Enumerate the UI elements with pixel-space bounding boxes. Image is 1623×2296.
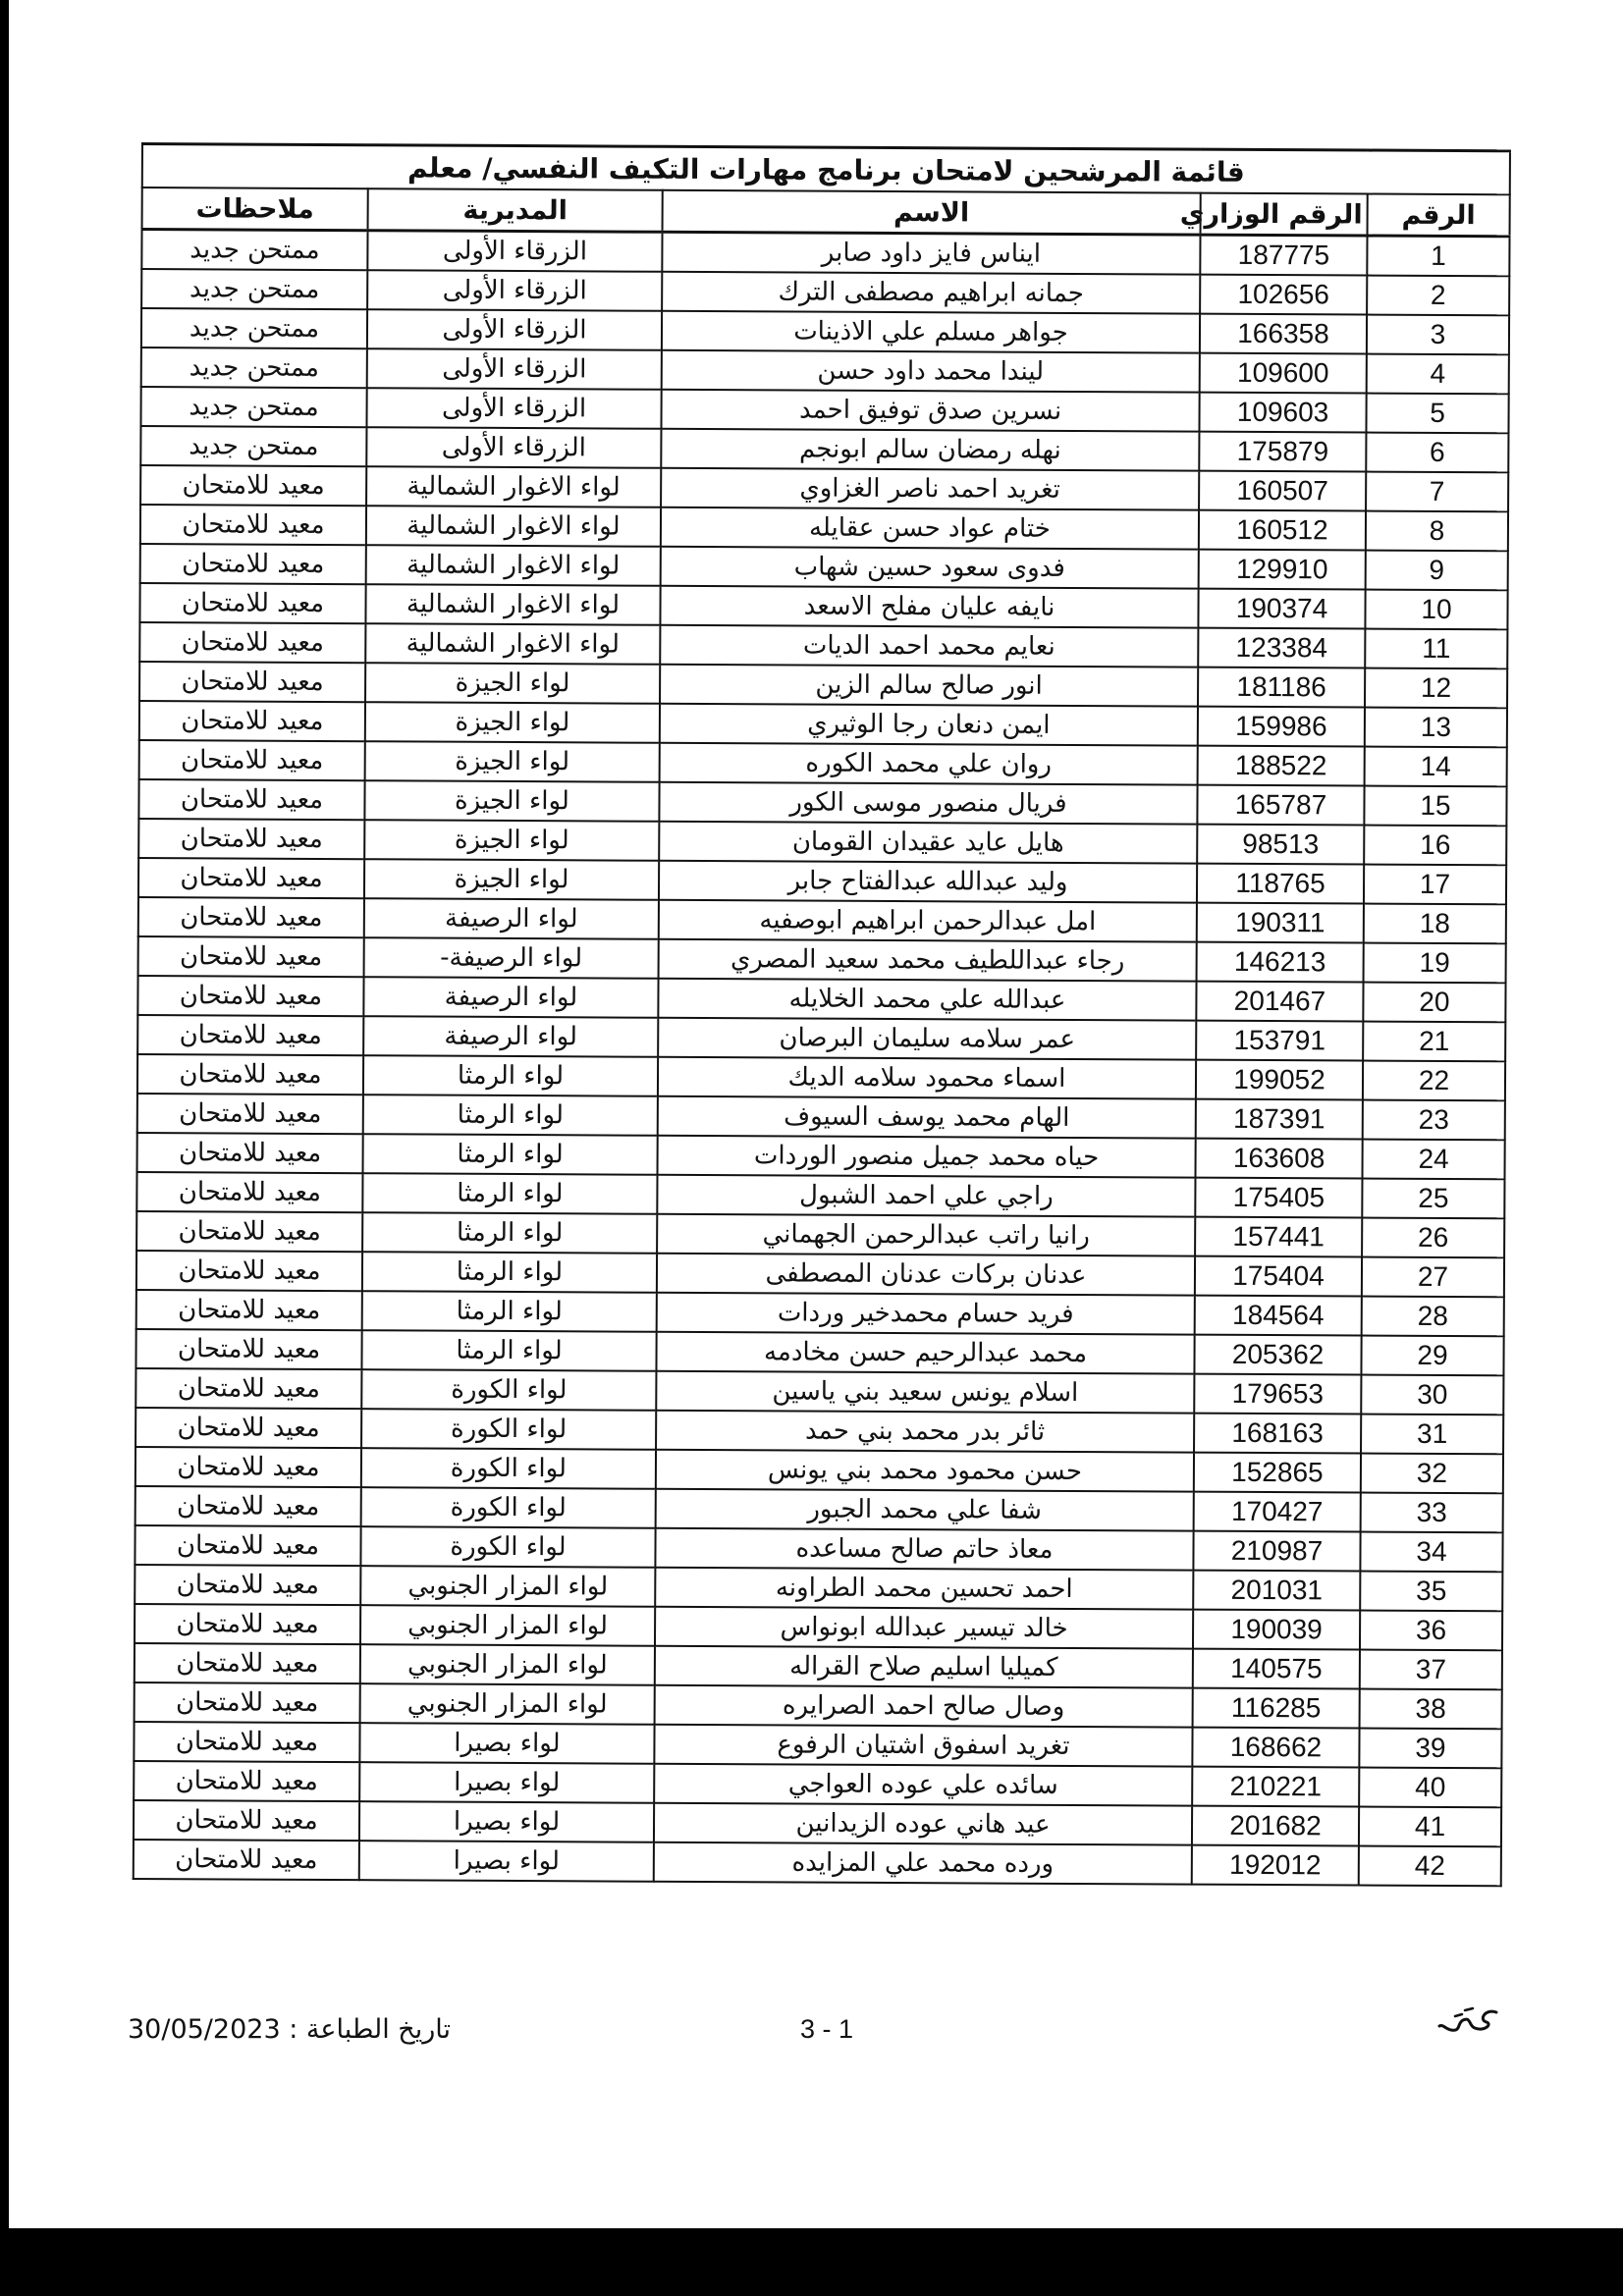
cell-name: تغريد اسفوق اشتيان الرفوع (654, 1725, 1192, 1767)
candidates-sheet (133, 142, 1509, 1887)
cell-index: 24 (1362, 1140, 1504, 1180)
cell-index: 34 (1360, 1532, 1502, 1573)
cell-index: 9 (1366, 551, 1508, 591)
cell-index: 8 (1366, 511, 1508, 552)
cell-name: محمد عبدالرحيم حسن مخادمه (656, 1332, 1194, 1374)
cell-index: 42 (1359, 1846, 1501, 1887)
cell-name: اسلام يونس سعيد بني ياسين (656, 1371, 1194, 1414)
cell-directorate: لواء الرمثا (362, 1252, 657, 1293)
cell-ministry-no: 187391 (1196, 1099, 1363, 1140)
cell-ministry-no: 168163 (1194, 1414, 1361, 1454)
cell-name: تغريد احمد ناصر الغزاوي (661, 468, 1199, 510)
cell-notes: معيد للامتحان (134, 1722, 359, 1762)
cell-notes: معيد للامتحان (137, 1054, 363, 1095)
cell-notes: معيد للامتحان (137, 976, 363, 1016)
cell-notes: معيد للامتحان (134, 1840, 359, 1880)
cell-notes: معيد للامتحان (138, 936, 364, 977)
cell-ministry-no: 102656 (1200, 275, 1367, 315)
cell-notes: معيد للامتحان (138, 819, 364, 859)
cell-ministry-no: 201467 (1196, 982, 1363, 1022)
cell-name: نسرين صدق توفيق احمد (661, 390, 1199, 432)
cell-notes: ممتحن جديد (140, 426, 366, 466)
cell-index: 4 (1367, 354, 1509, 395)
cell-ministry-no: 170427 (1194, 1492, 1361, 1532)
cell-directorate: لواء المزار الجنوبي (360, 1644, 655, 1685)
cell-notes: معيد للامتحان (135, 1368, 361, 1409)
scan-left-border (0, 0, 9, 2228)
cell-index: 10 (1365, 590, 1507, 630)
cell-name: نعايم محمد احمد الديات (660, 625, 1198, 667)
cell-notes: ممتحن جديد (141, 308, 367, 348)
cell-notes: معيد للامتحان (135, 1604, 360, 1644)
cell-name: سائده علي عوده العواجي (654, 1764, 1192, 1806)
cell-index: 26 (1362, 1218, 1504, 1258)
cell-directorate: الزرقاء الأولى (366, 388, 661, 429)
cell-notes: معيد للامتحان (139, 740, 365, 780)
cell-index: 32 (1361, 1454, 1503, 1494)
cell-directorate: لواء المزار الجنوبي (360, 1605, 655, 1646)
cell-ministry-no: 190311 (1197, 903, 1364, 943)
cell-notes: معيد للامتحان (134, 1761, 359, 1801)
cell-ministry-no: 98513 (1197, 825, 1364, 865)
cell-directorate: لواء الرصيفة- (364, 937, 659, 979)
cell-ministry-no: 153791 (1196, 1021, 1363, 1061)
cell-name: ورده محمد علي المزايده (654, 1842, 1192, 1885)
cell-notes: معيد للامتحان (139, 583, 365, 623)
cell-name: ختام عواد حسن عقايله (661, 507, 1199, 550)
cell-index: 11 (1365, 629, 1507, 669)
cell-name: نايفه عليان مفلح الاسعد (660, 586, 1198, 628)
header-notes: ملاحظات (142, 187, 368, 231)
cell-ministry-no: 179653 (1194, 1374, 1361, 1415)
cell-notes: معيد للامتحان (135, 1447, 361, 1487)
cell-directorate: لواء الاغوار الشمالية (366, 466, 661, 507)
cell-name: ليندا محمد داود حسن (662, 350, 1200, 393)
cell-directorate: لواء الرمثا (362, 1291, 657, 1332)
cell-ministry-no: 175405 (1195, 1178, 1362, 1218)
cell-index: 28 (1362, 1297, 1504, 1337)
cell-notes: معيد للامتحان (137, 1133, 363, 1173)
cell-name: امل عبدالرحمن ابراهيم ابوصفيه (659, 900, 1197, 942)
cell-directorate: الزرقاء الأولى (367, 348, 662, 390)
cell-notes: معيد للامتحان (135, 1486, 361, 1526)
cell-index: 3 (1367, 315, 1509, 355)
cell-notes: معيد للامتحان (140, 465, 366, 506)
cell-name: انور صالح سالم الزين (660, 665, 1198, 707)
cell-directorate: الزرقاء الأولى (367, 270, 662, 311)
cell-directorate: لواء بصيرا (359, 1723, 654, 1764)
cell-directorate: لواء الكورة (360, 1526, 655, 1568)
header-ministry-no: الرقم الوزاري (1201, 193, 1368, 236)
cell-name: ايمن دنعان رجا الوثيري (660, 704, 1198, 746)
cell-name: اسماء محمود سلامه الديك (658, 1057, 1196, 1099)
cell-notes: معيد للامتحان (135, 1682, 360, 1723)
cell-name: خالد تيسير عبدالله ابونواس (655, 1607, 1193, 1649)
cell-name: احمد تحسين محمد الطراونه (655, 1568, 1193, 1610)
cell-index: 18 (1364, 904, 1506, 944)
cell-directorate: لواء الرصيفة (364, 898, 659, 939)
cell-ministry-no: 187775 (1200, 235, 1367, 275)
cell-notes: معيد للامتحان (140, 544, 366, 584)
cell-directorate: لواء الجيزة (364, 859, 659, 900)
cell-name: كميليا اسليم صلاح القراله (655, 1646, 1193, 1688)
cell-index: 35 (1360, 1572, 1502, 1612)
cell-notes: معيد للامتحان (135, 1329, 361, 1369)
cell-name: حسن محمود محمد بني يونس (656, 1450, 1194, 1492)
cell-name: نهله رمضان سالم ابونجم (661, 429, 1199, 471)
cell-index: 5 (1366, 394, 1508, 434)
cell-notes: معيد للامتحان (138, 779, 364, 820)
cell-notes: معيد للامتحان (137, 1015, 363, 1055)
cell-notes: ممتحن جديد (141, 230, 367, 271)
table-row (134, 1840, 1501, 1886)
cell-directorate: الزرقاء الأولى (366, 427, 661, 468)
cell-notes: ممتحن جديد (141, 347, 367, 388)
cell-ministry-no: 188522 (1198, 746, 1365, 786)
table-body (134, 230, 1510, 1887)
cell-ministry-no: 175879 (1199, 432, 1366, 472)
cell-directorate: لواء الرمثا (362, 1173, 657, 1214)
cell-ministry-no: 109600 (1200, 353, 1367, 394)
title-row (142, 144, 1510, 195)
cell-directorate: لواء الرمثا (363, 1055, 658, 1096)
cell-notes: معيد للامتحان (136, 1172, 362, 1212)
cell-ministry-no: 190374 (1198, 589, 1365, 629)
cell-directorate: لواء المزار الجنوبي (360, 1566, 655, 1607)
cell-notes: معيد للامتحان (135, 1565, 360, 1605)
cell-ministry-no: 163608 (1195, 1139, 1362, 1179)
cell-index: 1 (1367, 236, 1509, 276)
table-title: قائمة المرشحين لامتحان برنامج مهارات التكيف النفسي/ معلم (142, 144, 1510, 195)
cell-notes: ممتحن جديد (140, 387, 366, 427)
cell-name: رجاء عبداللطيف محمد سعيد المصري (659, 939, 1197, 982)
cell-directorate: لواء الجيزة (365, 663, 660, 704)
cell-name: هايل عايد عقيدان القومان (659, 822, 1197, 864)
cell-notes: معيد للامتحان (140, 505, 366, 545)
cell-ministry-no: 129910 (1199, 550, 1366, 590)
cell-directorate: لواء الرمثا (363, 1134, 658, 1175)
cell-name: فريد حسام محمدخير وردات (657, 1293, 1195, 1335)
cell-index: 16 (1364, 826, 1506, 866)
cell-index: 22 (1363, 1061, 1505, 1101)
cell-ministry-no: 201031 (1193, 1571, 1360, 1611)
cell-ministry-no: 157441 (1195, 1217, 1362, 1257)
cell-index: 38 (1360, 1689, 1502, 1730)
cell-name: روان علي محمد الكوره (660, 743, 1198, 785)
cell-name: جواهر مسلم علي الاذينات (662, 311, 1200, 353)
cell-name: شفا علي محمد الجبور (656, 1489, 1194, 1531)
cell-notes: معيد للامتحان (137, 1094, 363, 1134)
cell-directorate: لواء الرمثا (361, 1330, 656, 1371)
cell-directorate: لواء المزار الجنوبي (360, 1683, 655, 1725)
cell-directorate: لواء الرمثا (362, 1212, 657, 1254)
cell-ministry-no: 205362 (1194, 1335, 1361, 1375)
cell-name: فريال منصور موسى الكور (659, 782, 1197, 825)
cell-ministry-no: 160512 (1199, 510, 1366, 551)
cell-index: 12 (1365, 668, 1507, 709)
cell-directorate: لواء الجيزة (364, 780, 659, 822)
cell-ministry-no: 152865 (1194, 1453, 1361, 1493)
cell-notes: معيد للامتحان (139, 622, 365, 663)
cell-name: وصال صالح احمد الصرايره (655, 1685, 1193, 1728)
cell-name: ثائر بدر محمد بني حمد (656, 1411, 1194, 1453)
cell-index: 14 (1365, 747, 1507, 787)
page-number: 3 - 1 (800, 2014, 854, 2044)
cell-name: ايناس فايز داود صابر (662, 232, 1200, 274)
cell-name: رانيا راتب عبدالرحمن الجهماني (657, 1214, 1195, 1256)
cell-ministry-no: 140575 (1193, 1649, 1360, 1689)
cell-directorate: لواء الاغوار الشمالية (365, 584, 660, 625)
cell-name: راجي علي احمد الشبول (657, 1175, 1195, 1217)
cell-directorate: لواء بصيرا (359, 1801, 654, 1842)
cell-notes: معيد للامتحان (138, 897, 364, 937)
cell-index: 21 (1363, 1022, 1505, 1062)
cell-ministry-no: 118765 (1197, 864, 1364, 904)
cell-ministry-no: 109603 (1199, 393, 1366, 433)
cell-ministry-no: 166358 (1200, 314, 1367, 354)
cell-notes: معيد للامتحان (135, 1643, 360, 1683)
cell-index: 2 (1367, 276, 1509, 316)
cell-notes: معيد للامتحان (139, 701, 365, 741)
cell-ministry-no: 184564 (1195, 1296, 1362, 1336)
cell-ministry-no: 192012 (1192, 1845, 1359, 1886)
cell-directorate: لواء بصيرا (359, 1762, 654, 1803)
print-date: تاريخ الطباعة : 30/05/2023 (128, 2014, 452, 2045)
cell-directorate: لواء الرصيفة (363, 977, 658, 1018)
cell-notes: معيد للامتحان (135, 1408, 361, 1448)
cell-index: 29 (1361, 1336, 1503, 1376)
header-row (142, 187, 1510, 237)
cell-index: 40 (1359, 1768, 1501, 1808)
cell-index: 13 (1365, 708, 1507, 748)
cell-ministry-no: 123384 (1198, 628, 1365, 668)
cell-name: جمانه ابراهيم مصطفى الترك (662, 272, 1200, 314)
signature-icon (1435, 2002, 1504, 2042)
cell-directorate: لواء الكورة (361, 1487, 656, 1528)
cell-directorate: الزرقاء الأولى (367, 231, 662, 272)
cell-ministry-no: 190039 (1193, 1610, 1360, 1650)
cell-index: 20 (1363, 983, 1505, 1023)
cell-index: 37 (1360, 1650, 1502, 1690)
cell-notes: معيد للامتحان (138, 858, 364, 898)
candidates-table (133, 142, 1511, 1887)
cell-ministry-no: 210221 (1192, 1767, 1359, 1807)
cell-index: 6 (1366, 433, 1508, 473)
cell-index: 31 (1361, 1415, 1503, 1455)
cell-index: 17 (1364, 865, 1506, 905)
cell-index: 27 (1362, 1257, 1504, 1298)
cell-directorate: لواء الجيزة (364, 820, 659, 861)
cell-name: وليد عبدالله عبدالفتاح جابر (659, 861, 1197, 903)
cell-ministry-no: 159986 (1198, 707, 1365, 747)
cell-directorate: لواء الرمثا (363, 1095, 658, 1136)
cell-index: 33 (1361, 1493, 1503, 1533)
cell-notes: معيد للامتحان (139, 662, 365, 702)
cell-name: عيد هاني عوده الزيدانين (654, 1803, 1192, 1845)
cell-directorate: لواء الجيزة (365, 702, 660, 743)
cell-directorate: لواء الاغوار الشمالية (365, 623, 660, 665)
cell-ministry-no: 168662 (1192, 1728, 1359, 1768)
header-index: الرقم (1368, 194, 1510, 237)
cell-ministry-no: 199052 (1196, 1060, 1363, 1100)
cell-index: 25 (1362, 1179, 1504, 1219)
cell-index: 39 (1359, 1729, 1501, 1769)
cell-name: حياه محمد جميل منصور الوردات (658, 1136, 1196, 1178)
cell-directorate: لواء الرصيفة (363, 1016, 658, 1057)
cell-index: 23 (1363, 1100, 1505, 1141)
cell-notes: معيد للامتحان (135, 1525, 360, 1566)
cell-ministry-no: 146213 (1197, 942, 1364, 983)
cell-notes: ممتحن جديد (141, 269, 367, 309)
cell-index: 19 (1364, 943, 1506, 984)
cell-directorate: لواء الكورة (361, 1369, 656, 1411)
cell-directorate: لواء بصيرا (359, 1841, 654, 1882)
cell-directorate: لواء الاغوار الشمالية (366, 506, 661, 547)
cell-notes: معيد للامتحان (134, 1800, 359, 1841)
cell-name: عبدالله علي محمد الخلايله (658, 979, 1196, 1021)
cell-index: 7 (1366, 472, 1508, 512)
cell-index: 30 (1361, 1375, 1503, 1415)
cell-name: فدوى سعود حسين شهاب (661, 547, 1199, 589)
scan-bottom-border (0, 2228, 1623, 2296)
cell-name: عدنان بركات عدنان المصطفى (657, 1254, 1195, 1296)
cell-directorate: لواء الجيزة (365, 741, 660, 782)
cell-directorate: الزرقاء الأولى (367, 309, 662, 350)
cell-notes: معيد للامتحان (136, 1251, 362, 1291)
cell-directorate: لواء الكورة (361, 1448, 656, 1489)
cell-notes: معيد للامتحان (136, 1211, 362, 1252)
cell-name: الهام محمد يوسف السيوف (658, 1096, 1196, 1139)
cell-index: 36 (1360, 1611, 1502, 1651)
cell-ministry-no: 181186 (1198, 667, 1365, 708)
cell-name: معاذ حاتم صالح مساعده (655, 1528, 1193, 1571)
cell-ministry-no: 175404 (1195, 1256, 1362, 1297)
cell-ministry-no: 210987 (1193, 1531, 1360, 1572)
cell-index: 15 (1364, 786, 1506, 827)
cell-directorate: لواء الاغوار الشمالية (366, 545, 661, 586)
cell-ministry-no: 165787 (1197, 785, 1364, 826)
cell-notes: معيد للامتحان (136, 1290, 362, 1330)
header-name: الاسم (663, 190, 1201, 235)
cell-index: 41 (1359, 1807, 1501, 1847)
cell-ministry-no: 116285 (1193, 1688, 1360, 1729)
cell-name: عمر سلامه سليمان البرصان (658, 1018, 1196, 1060)
cell-ministry-no: 201682 (1192, 1806, 1359, 1846)
header-directorate: المديرية (368, 188, 663, 232)
cell-ministry-no: 160507 (1199, 471, 1366, 511)
cell-directorate: لواء الكورة (361, 1409, 656, 1450)
